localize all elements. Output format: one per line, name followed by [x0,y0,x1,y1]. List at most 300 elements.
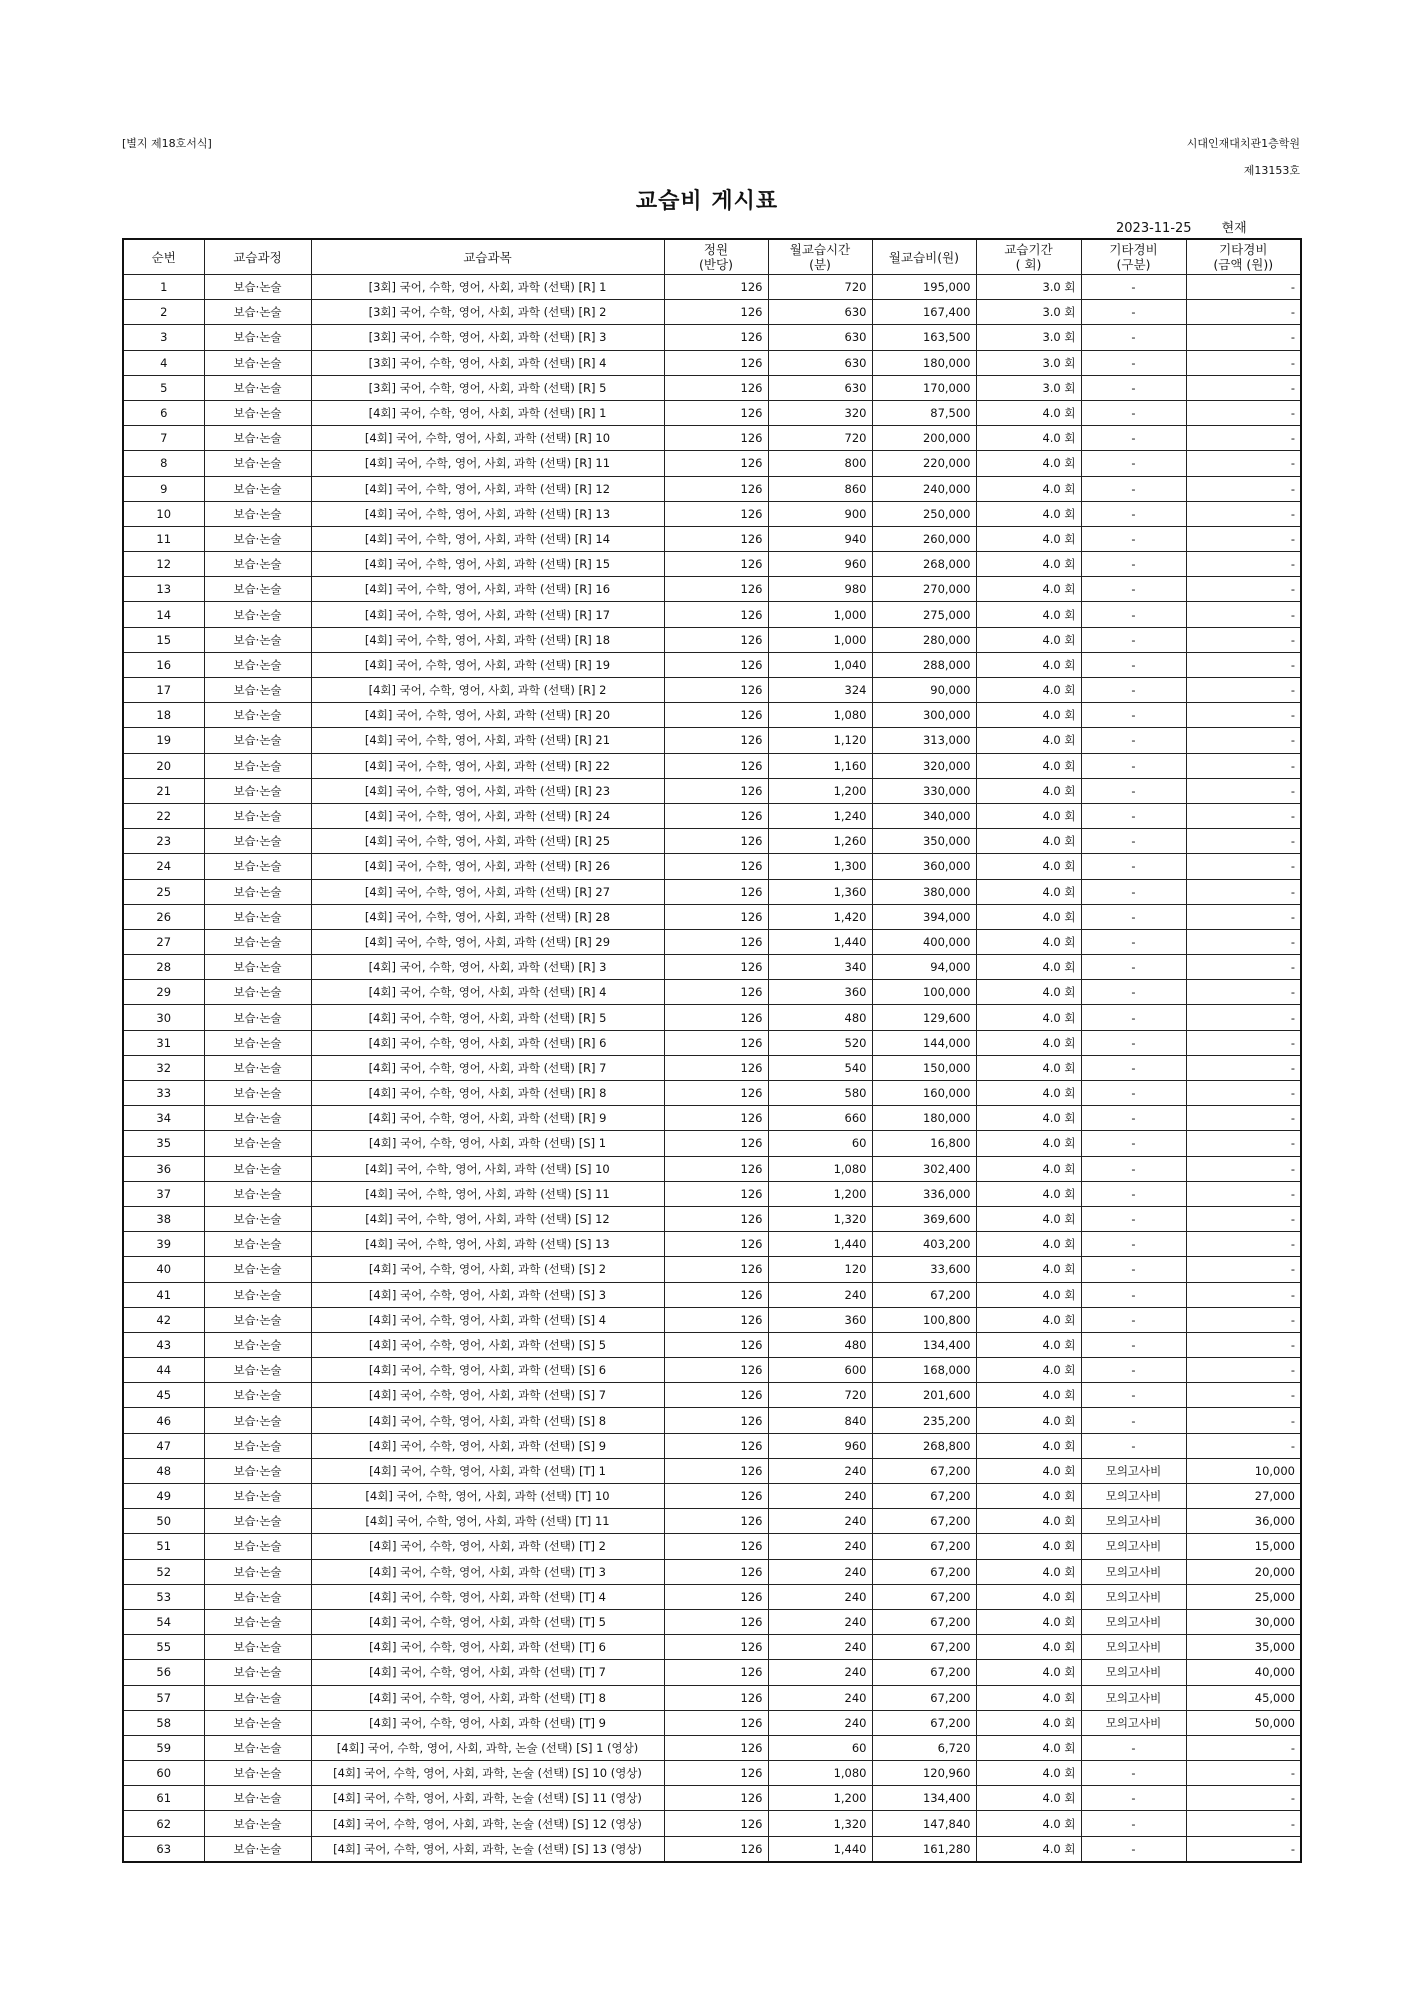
cell-monthly-minutes: 940 [768,526,872,551]
cell-period: 4.0 회 [976,526,1081,551]
cell-monthly-fee: 67,200 [872,1710,976,1735]
cell-no: 36 [123,1156,204,1181]
cell-period: 4.0 회 [976,426,1081,451]
cell-monthly-minutes: 1,200 [768,1181,872,1206]
table-row [123,904,1301,929]
cell-monthly-fee: 403,200 [872,1232,976,1257]
cell-extra-amount: - [1186,829,1301,854]
cell-course: 보습·논술 [204,1055,311,1080]
cell-extra-type: - [1081,980,1186,1005]
cell-subject: [4회] 국어, 수학, 영어, 사회, 과학 (선택) [R] 13 [311,501,664,526]
cell-period: 4.0 회 [976,1811,1081,1836]
cell-capacity: 126 [664,1081,768,1106]
cell-subject: [4회] 국어, 수학, 영어, 사회, 과학 (선택) [S] 6 [311,1358,664,1383]
cell-subject: [4회] 국어, 수학, 영어, 사회, 과학 (선택) [R] 17 [311,602,664,627]
cell-period: 4.0 회 [976,1534,1081,1559]
cell-capacity: 126 [664,980,768,1005]
cell-capacity: 126 [664,1559,768,1584]
cell-extra-type: - [1081,1005,1186,1030]
cell-monthly-minutes: 240 [768,1484,872,1509]
cell-monthly-fee: 394,000 [872,904,976,929]
cell-extra-amount: - [1186,1257,1301,1282]
cell-no: 10 [123,501,204,526]
cell-no: 16 [123,652,204,677]
cell-subject: [4회] 국어, 수학, 영어, 사회, 과학 (선택) [T] 4 [311,1584,664,1609]
cell-subject: [4회] 국어, 수학, 영어, 사회, 과학 (선택) [S] 2 [311,1257,664,1282]
cell-extra-type: 모의고사비 [1081,1685,1186,1710]
cell-extra-type: - [1081,526,1186,551]
cell-course: 보습·논술 [204,476,311,501]
cell-monthly-minutes: 60 [768,1131,872,1156]
cell-capacity: 126 [664,451,768,476]
cell-monthly-minutes: 240 [768,1509,872,1534]
cell-no: 58 [123,1710,204,1735]
cell-no: 56 [123,1660,204,1685]
table-row [123,955,1301,980]
cell-subject: [4회] 국어, 수학, 영어, 사회, 과학 (선택) [S] 10 [311,1156,664,1181]
cell-no: 18 [123,703,204,728]
cell-monthly-minutes: 630 [768,325,872,350]
cell-monthly-minutes: 580 [768,1081,872,1106]
cell-no: 43 [123,1332,204,1357]
cell-subject: [4회] 국어, 수학, 영어, 사회, 과학 (선택) [R] 23 [311,778,664,803]
cell-course: 보습·논술 [204,652,311,677]
table-row [123,728,1301,753]
cell-period: 4.0 회 [976,1458,1081,1483]
cell-no: 42 [123,1307,204,1332]
cell-period: 4.0 회 [976,1509,1081,1534]
cell-extra-amount: - [1186,753,1301,778]
cell-monthly-fee: 33,600 [872,1257,976,1282]
cell-monthly-minutes: 360 [768,980,872,1005]
cell-period: 4.0 회 [976,652,1081,677]
cell-monthly-fee: 87,500 [872,400,976,425]
cell-extra-type: 모의고사비 [1081,1584,1186,1609]
cell-extra-type: - [1081,753,1186,778]
cell-extra-type: - [1081,1156,1186,1181]
table-row [123,1710,1301,1735]
cell-monthly-minutes: 320 [768,400,872,425]
table-row [123,1081,1301,1106]
form-label: [별지 제18호서식] [122,137,212,150]
cell-subject: [4회] 국어, 수학, 영어, 사회, 과학 (선택) [R] 2 [311,678,664,703]
cell-course: 보습·논술 [204,1358,311,1383]
cell-capacity: 126 [664,501,768,526]
cell-course: 보습·논술 [204,1106,311,1131]
cell-subject: [4회] 국어, 수학, 영어, 사회, 과학 (선택) [R] 5 [311,1005,664,1030]
table-row [123,1005,1301,1030]
table-row [123,1232,1301,1257]
cell-extra-amount: - [1186,375,1301,400]
cell-monthly-fee: 270,000 [872,577,976,602]
cell-extra-amount: - [1186,1735,1301,1760]
cell-period: 4.0 회 [976,1055,1081,1080]
cell-extra-amount: - [1186,552,1301,577]
cell-no: 7 [123,426,204,451]
cell-period: 4.0 회 [976,1383,1081,1408]
cell-monthly-minutes: 120 [768,1257,872,1282]
cell-period: 4.0 회 [976,1307,1081,1332]
cell-monthly-minutes: 840 [768,1408,872,1433]
cell-monthly-fee: 220,000 [872,451,976,476]
cell-no: 34 [123,1106,204,1131]
cell-period: 4.0 회 [976,703,1081,728]
cell-course: 보습·논술 [204,375,311,400]
cell-monthly-minutes: 1,080 [768,1761,872,1786]
cell-extra-amount: - [1186,929,1301,954]
cell-monthly-minutes: 520 [768,1030,872,1055]
cell-period: 4.0 회 [976,753,1081,778]
cell-period: 4.0 회 [976,1005,1081,1030]
cell-extra-type: 모의고사비 [1081,1660,1186,1685]
cell-monthly-minutes: 340 [768,955,872,980]
cell-period: 4.0 회 [976,929,1081,954]
cell-capacity: 126 [664,1458,768,1483]
cell-monthly-minutes: 1,120 [768,728,872,753]
table-row [123,1055,1301,1080]
cell-monthly-fee: 302,400 [872,1156,976,1181]
cell-extra-amount: - [1186,1030,1301,1055]
table-row [123,1735,1301,1760]
cell-period: 4.0 회 [976,879,1081,904]
cell-extra-type: - [1081,1282,1186,1307]
cell-monthly-fee: 67,200 [872,1458,976,1483]
cell-period: 4.0 회 [976,1609,1081,1634]
cell-extra-amount: 40,000 [1186,1660,1301,1685]
cell-extra-type: - [1081,1735,1186,1760]
cell-monthly-minutes: 1,040 [768,652,872,677]
col-header-course: 교습과정 [204,239,311,275]
cell-extra-type: 모의고사비 [1081,1609,1186,1634]
cell-no: 13 [123,577,204,602]
cell-no: 52 [123,1559,204,1584]
cell-period: 4.0 회 [976,1282,1081,1307]
cell-extra-amount: - [1186,1106,1301,1131]
cell-extra-type: - [1081,1433,1186,1458]
cell-extra-type: - [1081,1786,1186,1811]
table-row [123,627,1301,652]
cell-period: 4.0 회 [976,451,1081,476]
cell-extra-type: - [1081,1106,1186,1131]
cell-subject: [3회] 국어, 수학, 영어, 사회, 과학 (선택) [R] 5 [311,375,664,400]
cell-monthly-minutes: 1,240 [768,803,872,828]
cell-monthly-minutes: 480 [768,1005,872,1030]
cell-monthly-fee: 195,000 [872,275,976,300]
cell-monthly-fee: 250,000 [872,501,976,526]
cell-subject: [4회] 국어, 수학, 영어, 사회, 과학 (선택) [R] 28 [311,904,664,929]
table-row [123,451,1301,476]
cell-period: 4.0 회 [976,1786,1081,1811]
cell-capacity: 126 [664,1383,768,1408]
cell-monthly-fee: 168,000 [872,1358,976,1383]
cell-extra-type: - [1081,955,1186,980]
cell-no: 25 [123,879,204,904]
cell-extra-amount: - [1186,400,1301,425]
cell-monthly-fee: 120,960 [872,1761,976,1786]
cell-no: 8 [123,451,204,476]
cell-extra-amount: - [1186,803,1301,828]
cell-capacity: 126 [664,1786,768,1811]
cell-extra-type: - [1081,703,1186,728]
cell-subject: [4회] 국어, 수학, 영어, 사회, 과학 (선택) [R] 4 [311,980,664,1005]
cell-monthly-fee: 67,200 [872,1609,976,1634]
cell-monthly-minutes: 860 [768,476,872,501]
cell-no: 62 [123,1811,204,1836]
cell-monthly-fee: 94,000 [872,955,976,980]
cell-period: 4.0 회 [976,904,1081,929]
cell-subject: [4회] 국어, 수학, 영어, 사회, 과학 (선택) [S] 4 [311,1307,664,1332]
cell-course: 보습·논술 [204,1081,311,1106]
cell-monthly-minutes: 900 [768,501,872,526]
cell-capacity: 126 [664,955,768,980]
cell-no: 41 [123,1282,204,1307]
cell-course: 보습·논술 [204,1584,311,1609]
cell-course: 보습·논술 [204,1509,311,1534]
cell-subject: [4회] 국어, 수학, 영어, 사회, 과학 (선택) [R] 18 [311,627,664,652]
cell-extra-amount: - [1186,980,1301,1005]
cell-capacity: 126 [664,1030,768,1055]
cell-capacity: 126 [664,1811,768,1836]
cell-extra-amount: - [1186,1408,1301,1433]
cell-no: 11 [123,526,204,551]
cell-capacity: 126 [664,577,768,602]
cell-extra-type: - [1081,879,1186,904]
cell-monthly-fee: 280,000 [872,627,976,652]
cell-capacity: 126 [664,753,768,778]
cell-capacity: 126 [664,854,768,879]
cell-extra-type: - [1081,602,1186,627]
cell-monthly-fee: 67,200 [872,1584,976,1609]
cell-course: 보습·논술 [204,1609,311,1634]
cell-period: 4.0 회 [976,627,1081,652]
cell-subject: [4회] 국어, 수학, 영어, 사회, 과학 (선택) [T] 8 [311,1685,664,1710]
cell-extra-type: - [1081,904,1186,929]
cell-subject: [4회] 국어, 수학, 영어, 사회, 과학 (선택) [R] 20 [311,703,664,728]
table-row [123,1509,1301,1534]
table-row [123,1106,1301,1131]
cell-course: 보습·논술 [204,929,311,954]
cell-no: 55 [123,1635,204,1660]
cell-no: 27 [123,929,204,954]
cell-no: 53 [123,1584,204,1609]
cell-monthly-fee: 369,600 [872,1206,976,1231]
cell-extra-type: - [1081,300,1186,325]
table-row [123,1836,1301,1862]
cell-capacity: 126 [664,1106,768,1131]
cell-monthly-fee: 275,000 [872,602,976,627]
cell-extra-amount: - [1186,1358,1301,1383]
cell-extra-amount: - [1186,526,1301,551]
cell-extra-amount: - [1186,1811,1301,1836]
table-row [123,1761,1301,1786]
cell-monthly-fee: 67,200 [872,1635,976,1660]
cell-monthly-fee: 350,000 [872,829,976,854]
cell-course: 보습·논술 [204,602,311,627]
cell-monthly-fee: 336,000 [872,1181,976,1206]
cell-course: 보습·논술 [204,1836,311,1862]
cell-course: 보습·논술 [204,753,311,778]
cell-monthly-fee: 129,600 [872,1005,976,1030]
cell-no: 35 [123,1131,204,1156]
cell-period: 4.0 회 [976,1332,1081,1357]
cell-monthly-fee: 320,000 [872,753,976,778]
cell-subject: [4회] 국어, 수학, 영어, 사회, 과학 (선택) [S] 13 [311,1232,664,1257]
cell-monthly-minutes: 240 [768,1635,872,1660]
cell-no: 28 [123,955,204,980]
cell-course: 보습·논술 [204,1786,311,1811]
cell-no: 32 [123,1055,204,1080]
cell-period: 4.0 회 [976,1584,1081,1609]
cell-course: 보습·논술 [204,1710,311,1735]
cell-extra-amount: - [1186,300,1301,325]
cell-capacity: 126 [664,1156,768,1181]
cell-extra-amount: - [1186,879,1301,904]
cell-subject: [4회] 국어, 수학, 영어, 사회, 과학, 논술 (선택) [S] 1 (영상) [311,1735,664,1760]
cell-no: 45 [123,1383,204,1408]
cell-extra-amount: - [1186,1282,1301,1307]
cell-extra-amount: - [1186,325,1301,350]
cell-no: 50 [123,1509,204,1534]
cell-subject: [4회] 국어, 수학, 영어, 사회, 과학 (선택) [S] 5 [311,1332,664,1357]
cell-capacity: 126 [664,1408,768,1433]
cell-course: 보습·논술 [204,1131,311,1156]
cell-extra-amount: - [1186,1332,1301,1357]
table-row [123,652,1301,677]
cell-course: 보습·논술 [204,1383,311,1408]
cell-extra-amount: - [1186,854,1301,879]
cell-capacity: 126 [664,1509,768,1534]
cell-course: 보습·논술 [204,778,311,803]
cell-capacity: 126 [664,375,768,400]
cell-course: 보습·논술 [204,1559,311,1584]
cell-capacity: 126 [664,602,768,627]
table-row [123,1156,1301,1181]
cell-subject: [4회] 국어, 수학, 영어, 사회, 과학 (선택) [R] 24 [311,803,664,828]
cell-monthly-fee: 200,000 [872,426,976,451]
col-header-subject: 교습과목 [311,239,664,275]
cell-extra-type: - [1081,778,1186,803]
col-header-extra-amount: 기타경비 (금액 (원)) [1186,239,1301,275]
cell-extra-amount: 15,000 [1186,1534,1301,1559]
cell-no: 54 [123,1609,204,1634]
cell-extra-amount: 20,000 [1186,1559,1301,1584]
col-header-monthly-fee: 월교습비(원) [872,239,976,275]
cell-extra-type: - [1081,426,1186,451]
table-row [123,1660,1301,1685]
cell-capacity: 126 [664,829,768,854]
cell-monthly-fee: 300,000 [872,703,976,728]
table-row [123,1408,1301,1433]
cell-no: 57 [123,1685,204,1710]
cell-monthly-minutes: 1,420 [768,904,872,929]
cell-no: 30 [123,1005,204,1030]
cell-capacity: 126 [664,879,768,904]
cell-extra-type: 모의고사비 [1081,1710,1186,1735]
cell-subject: [4회] 국어, 수학, 영어, 사회, 과학 (선택) [T] 11 [311,1509,664,1534]
cell-subject: [4회] 국어, 수학, 영어, 사회, 과학, 논술 (선택) [S] 10 (영상) [311,1761,664,1786]
cell-monthly-minutes: 1,080 [768,703,872,728]
cell-course: 보습·논술 [204,854,311,879]
cell-period: 4.0 회 [976,1660,1081,1685]
cell-no: 59 [123,1735,204,1760]
cell-monthly-minutes: 240 [768,1710,872,1735]
cell-subject: [3회] 국어, 수학, 영어, 사회, 과학 (선택) [R] 2 [311,300,664,325]
cell-course: 보습·논술 [204,350,311,375]
cell-monthly-fee: 400,000 [872,929,976,954]
cell-extra-type: - [1081,375,1186,400]
cell-period: 4.0 회 [976,1232,1081,1257]
cell-course: 보습·논술 [204,577,311,602]
cell-capacity: 126 [664,1660,768,1685]
cell-subject: [4회] 국어, 수학, 영어, 사회, 과학 (선택) [S] 1 [311,1131,664,1156]
cell-capacity: 126 [664,803,768,828]
cell-extra-amount: - [1186,678,1301,703]
cell-monthly-fee: 150,000 [872,1055,976,1080]
cell-capacity: 126 [664,275,768,300]
cell-course: 보습·논술 [204,1761,311,1786]
table-row [123,1635,1301,1660]
cell-subject: [4회] 국어, 수학, 영어, 사회, 과학 (선택) [S] 9 [311,1433,664,1458]
cell-course: 보습·논술 [204,829,311,854]
cell-subject: [4회] 국어, 수학, 영어, 사회, 과학 (선택) [R] 1 [311,400,664,425]
cell-no: 4 [123,350,204,375]
cell-period: 4.0 회 [976,854,1081,879]
cell-subject: [4회] 국어, 수학, 영어, 사회, 과학 (선택) [S] 11 [311,1181,664,1206]
cell-monthly-fee: 67,200 [872,1534,976,1559]
cell-capacity: 126 [664,1131,768,1156]
table-row [123,1383,1301,1408]
cell-course: 보습·논술 [204,325,311,350]
cell-period: 3.0 회 [976,375,1081,400]
cell-monthly-fee: 90,000 [872,678,976,703]
cell-extra-amount: 10,000 [1186,1458,1301,1483]
cell-capacity: 126 [664,1836,768,1862]
cell-monthly-minutes: 240 [768,1685,872,1710]
cell-monthly-minutes: 1,000 [768,602,872,627]
cell-capacity: 126 [664,1358,768,1383]
cell-monthly-minutes: 960 [768,1433,872,1458]
cell-period: 4.0 회 [976,1081,1081,1106]
cell-extra-type: - [1081,1836,1186,1862]
cell-monthly-fee: 16,800 [872,1131,976,1156]
cell-period: 4.0 회 [976,1408,1081,1433]
cell-monthly-minutes: 240 [768,1584,872,1609]
cell-period: 4.0 회 [976,577,1081,602]
cell-period: 4.0 회 [976,1257,1081,1282]
as-of-date-value: 2023-11-25 [1116,221,1192,236]
cell-course: 보습·논술 [204,1332,311,1357]
table-row [123,400,1301,425]
cell-capacity: 126 [664,526,768,551]
cell-course: 보습·논술 [204,728,311,753]
cell-period: 4.0 회 [976,1206,1081,1231]
cell-period: 4.0 회 [976,1685,1081,1710]
cell-no: 49 [123,1484,204,1509]
cell-extra-type: - [1081,577,1186,602]
cell-monthly-minutes: 1,160 [768,753,872,778]
cell-monthly-minutes: 1,440 [768,1232,872,1257]
cell-course: 보습·논술 [204,955,311,980]
cell-subject: [4회] 국어, 수학, 영어, 사회, 과학 (선택) [R] 29 [311,929,664,954]
cell-course: 보습·논술 [204,1232,311,1257]
cell-subject: [3회] 국어, 수학, 영어, 사회, 과학 (선택) [R] 1 [311,275,664,300]
cell-period: 4.0 회 [976,1358,1081,1383]
cell-monthly-minutes: 660 [768,1106,872,1131]
cell-course: 보습·논술 [204,803,311,828]
cell-no: 26 [123,904,204,929]
table-row [123,1559,1301,1584]
cell-monthly-minutes: 800 [768,451,872,476]
